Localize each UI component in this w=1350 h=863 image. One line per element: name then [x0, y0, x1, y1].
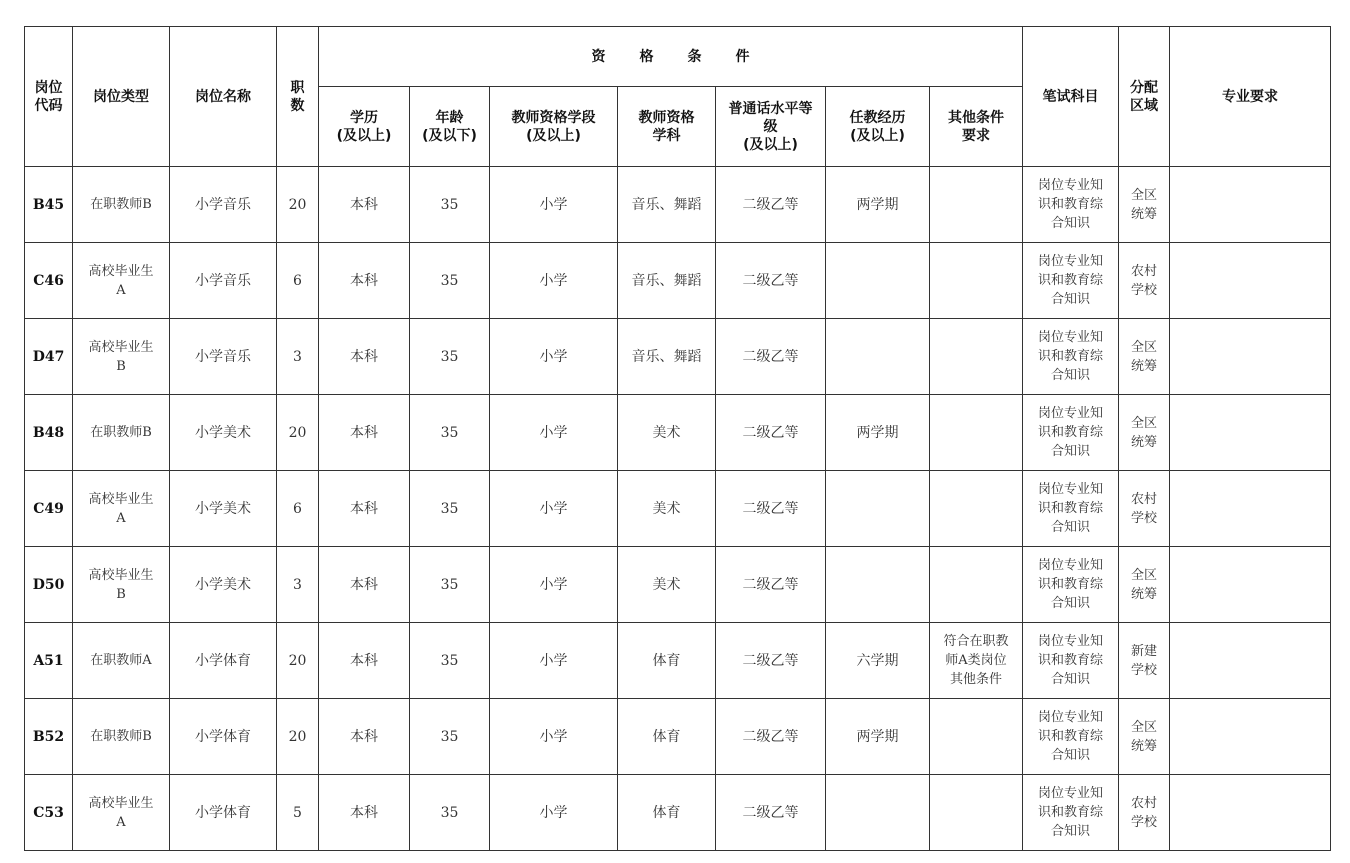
- cell-age: 35: [410, 319, 490, 395]
- cell-exam: 岗位专业知 识和教育综 合知识: [1023, 319, 1119, 395]
- cell-name: 小学体育: [170, 623, 277, 699]
- cell-cert-level: 小学: [490, 243, 618, 319]
- cell-education: 本科: [319, 623, 410, 699]
- cell-type: 高校毕业生 B: [73, 547, 170, 623]
- cell-cert-subject: 音乐、舞蹈: [618, 243, 716, 319]
- cell-count: 6: [277, 471, 319, 547]
- cell-major: [1170, 775, 1331, 851]
- cell-name: 小学体育: [170, 775, 277, 851]
- cell-region: 农村 学校: [1119, 243, 1170, 319]
- cell-region: 全区 统筹: [1119, 547, 1170, 623]
- cell-type: 高校毕业生 A: [73, 243, 170, 319]
- cell-cert-level: 小学: [490, 395, 618, 471]
- header-name: 岗位名称: [170, 27, 277, 167]
- cell-cert-subject: 音乐、舞蹈: [618, 167, 716, 243]
- cell-cert-level: 小学: [490, 547, 618, 623]
- cell-age: 35: [410, 167, 490, 243]
- cell-major: [1170, 395, 1331, 471]
- table-row: [25, 319, 1331, 395]
- cell-mandarin: 二级乙等: [716, 395, 826, 471]
- cell-type: 高校毕业生 A: [73, 471, 170, 547]
- cell-mandarin: 二级乙等: [716, 699, 826, 775]
- cell-cert-subject: 美术: [618, 471, 716, 547]
- cell-other: [930, 319, 1023, 395]
- header-exam: 笔试科目: [1023, 27, 1119, 167]
- cell-name: 小学美术: [170, 395, 277, 471]
- cell-major: [1170, 623, 1331, 699]
- table-row: [25, 167, 1331, 243]
- cell-age: 35: [410, 775, 490, 851]
- cell-count: 20: [277, 395, 319, 471]
- table-row: [25, 547, 1331, 623]
- cell-code: D50: [25, 547, 73, 623]
- cell-exam: 岗位专业知 识和教育综 合知识: [1023, 395, 1119, 471]
- cell-mandarin: 二级乙等: [716, 623, 826, 699]
- cell-region: 全区 统筹: [1119, 319, 1170, 395]
- cell-age: 35: [410, 243, 490, 319]
- table-row: [25, 699, 1331, 775]
- cell-cert-subject: 体育: [618, 623, 716, 699]
- cell-mandarin: 二级乙等: [716, 775, 826, 851]
- table-row: [25, 395, 1331, 471]
- cell-other: [930, 395, 1023, 471]
- cell-cert-subject: 体育: [618, 775, 716, 851]
- cell-mandarin: 二级乙等: [716, 319, 826, 395]
- cell-other: [930, 699, 1023, 775]
- cell-exam: 岗位专业知 识和教育综 合知识: [1023, 699, 1119, 775]
- cell-education: 本科: [319, 167, 410, 243]
- cell-major: [1170, 699, 1331, 775]
- cell-type: 在职教师B: [73, 395, 170, 471]
- cell-major: [1170, 167, 1331, 243]
- cell-age: 35: [410, 547, 490, 623]
- cell-code: C53: [25, 775, 73, 851]
- header-code: 岗位 代码: [25, 27, 73, 167]
- cell-count: 20: [277, 167, 319, 243]
- header-region: 分配 区域: [1119, 27, 1170, 167]
- header-type: 岗位类型: [73, 27, 170, 167]
- header-other: 其他条件 要求: [930, 87, 1023, 167]
- header-education: 学历 (及以上): [319, 87, 410, 167]
- cell-exam: 岗位专业知 识和教育综 合知识: [1023, 471, 1119, 547]
- cell-region: 新建 学校: [1119, 623, 1170, 699]
- cell-code: A51: [25, 623, 73, 699]
- cell-count: 3: [277, 547, 319, 623]
- cell-code: B48: [25, 395, 73, 471]
- cell-other: [930, 167, 1023, 243]
- cell-exam: 岗位专业知 识和教育综 合知识: [1023, 243, 1119, 319]
- cell-education: 本科: [319, 699, 410, 775]
- recruitment-table: [24, 26, 1331, 851]
- cell-experience: [826, 471, 930, 547]
- cell-age: 35: [410, 395, 490, 471]
- cell-education: 本科: [319, 775, 410, 851]
- cell-experience: [826, 547, 930, 623]
- table-row: [25, 775, 1331, 851]
- cell-other: [930, 547, 1023, 623]
- cell-type: 高校毕业生 B: [73, 319, 170, 395]
- cell-mandarin: 二级乙等: [716, 547, 826, 623]
- cell-name: 小学美术: [170, 471, 277, 547]
- cell-region: 全区 统筹: [1119, 167, 1170, 243]
- cell-experience: 两学期: [826, 699, 930, 775]
- cell-type: 在职教师B: [73, 167, 170, 243]
- cell-age: 35: [410, 471, 490, 547]
- cell-count: 20: [277, 699, 319, 775]
- cell-major: [1170, 319, 1331, 395]
- cell-education: 本科: [319, 319, 410, 395]
- cell-education: 本科: [319, 243, 410, 319]
- cell-exam: 岗位专业知 识和教育综 合知识: [1023, 167, 1119, 243]
- header-qualification: [319, 27, 1023, 87]
- cell-mandarin: 二级乙等: [716, 471, 826, 547]
- cell-name: 小学体育: [170, 699, 277, 775]
- header-cert-subject: 教师资格 学科: [618, 87, 716, 167]
- cell-cert-level: 小学: [490, 471, 618, 547]
- cell-mandarin: 二级乙等: [716, 167, 826, 243]
- cell-code: D47: [25, 319, 73, 395]
- cell-cert-level: 小学: [490, 319, 618, 395]
- header-experience: 任教经历 (及以上): [826, 87, 930, 167]
- cell-education: 本科: [319, 547, 410, 623]
- recruitment-table-container: [24, 26, 1331, 851]
- header-age: 年龄 (及以下): [410, 87, 490, 167]
- cell-cert-level: 小学: [490, 775, 618, 851]
- cell-education: 本科: [319, 395, 410, 471]
- cell-name: 小学音乐: [170, 319, 277, 395]
- cell-code: C49: [25, 471, 73, 547]
- cell-exam: 岗位专业知 识和教育综 合知识: [1023, 547, 1119, 623]
- cell-code: B45: [25, 167, 73, 243]
- cell-count: 5: [277, 775, 319, 851]
- cell-experience: [826, 775, 930, 851]
- cell-experience: [826, 319, 930, 395]
- cell-cert-subject: 音乐、舞蹈: [618, 319, 716, 395]
- header-count: 职 数: [277, 27, 319, 167]
- cell-cert-level: 小学: [490, 167, 618, 243]
- cell-other: [930, 471, 1023, 547]
- cell-education: 本科: [319, 471, 410, 547]
- table-row: [25, 623, 1331, 699]
- cell-region: 农村 学校: [1119, 471, 1170, 547]
- cell-name: 小学音乐: [170, 243, 277, 319]
- table-body: [25, 167, 1331, 851]
- cell-cert-subject: 体育: [618, 699, 716, 775]
- cell-count: 3: [277, 319, 319, 395]
- header-major: 专业要求: [1170, 27, 1331, 167]
- cell-cert-level: 小学: [490, 623, 618, 699]
- table-row: [25, 243, 1331, 319]
- cell-major: [1170, 243, 1331, 319]
- cell-experience: 两学期: [826, 395, 930, 471]
- header-mandarin: 普通话水平等 级 (及以上): [716, 87, 826, 167]
- cell-experience: [826, 243, 930, 319]
- cell-cert-level: 小学: [490, 699, 618, 775]
- cell-age: 35: [410, 623, 490, 699]
- cell-region: 全区 统筹: [1119, 699, 1170, 775]
- cell-cert-subject: 美术: [618, 547, 716, 623]
- cell-type: 在职教师B: [73, 699, 170, 775]
- cell-cert-subject: 美术: [618, 395, 716, 471]
- header-cert-level: 教师资格学段 (及以上): [490, 87, 618, 167]
- cell-major: [1170, 547, 1331, 623]
- cell-age: 35: [410, 699, 490, 775]
- cell-name: 小学美术: [170, 547, 277, 623]
- cell-exam: 岗位专业知 识和教育综 合知识: [1023, 775, 1119, 851]
- cell-count: 20: [277, 623, 319, 699]
- cell-experience: 六学期: [826, 623, 930, 699]
- cell-name: 小学音乐: [170, 167, 277, 243]
- header-qualification-label: 资格条件: [591, 48, 784, 65]
- table-header: [25, 27, 1331, 167]
- cell-region: 全区 统筹: [1119, 395, 1170, 471]
- cell-count: 6: [277, 243, 319, 319]
- cell-code: B52: [25, 699, 73, 775]
- table-row: [25, 471, 1331, 547]
- cell-major: [1170, 471, 1331, 547]
- cell-region: 农村 学校: [1119, 775, 1170, 851]
- cell-other: 符合在职教 师A类岗位 其他条件: [930, 623, 1023, 699]
- cell-exam: 岗位专业知 识和教育综 合知识: [1023, 623, 1119, 699]
- cell-mandarin: 二级乙等: [716, 243, 826, 319]
- cell-experience: 两学期: [826, 167, 930, 243]
- cell-other: [930, 243, 1023, 319]
- cell-type: 在职教师A: [73, 623, 170, 699]
- cell-code: C46: [25, 243, 73, 319]
- cell-type: 高校毕业生 A: [73, 775, 170, 851]
- cell-other: [930, 775, 1023, 851]
